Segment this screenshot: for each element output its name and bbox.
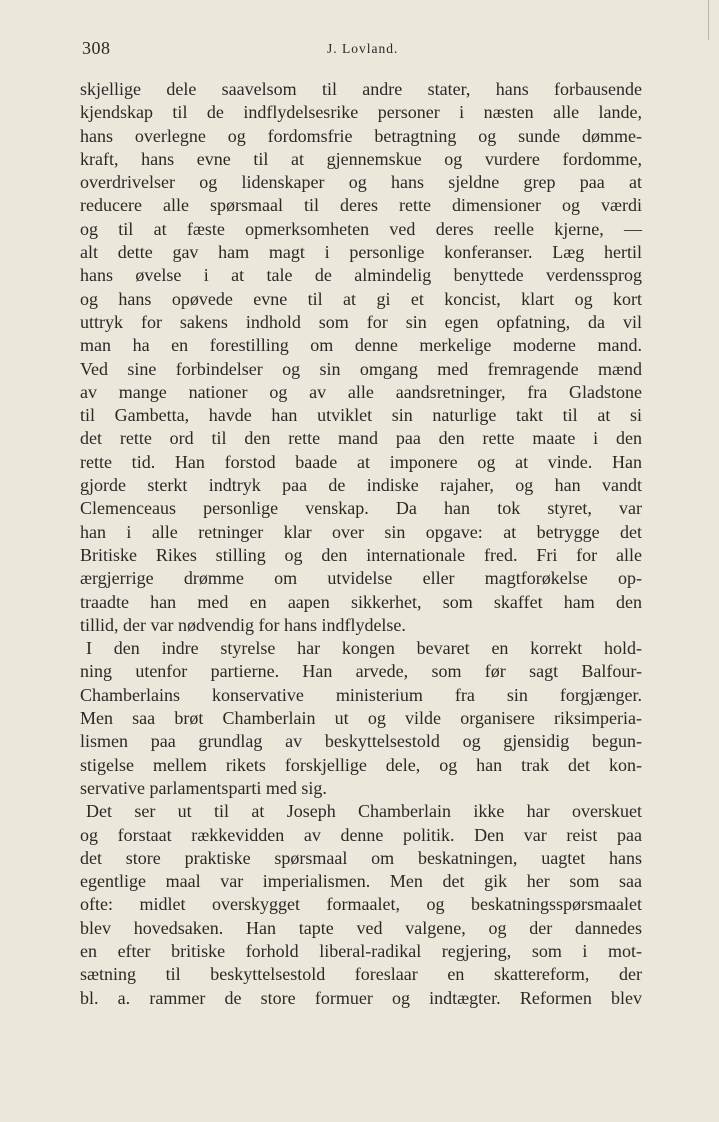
text-line: servative parlamentsparti med sig. bbox=[80, 777, 327, 798]
text-line: av mange nationer og av alle aandsretninger, fra Gladstone bbox=[80, 381, 642, 402]
text-line: skjellige dele saavelsom til andre stater, hans forbausende bbox=[80, 79, 642, 99]
text-line: overdrivelser og lidenskaper og hans sjeldne grep paa at bbox=[80, 172, 642, 193]
text-line: bl. a. rammer de store formuer og indtægter. Reformen blev bbox=[80, 987, 642, 1008]
text-line: kjendskap til de indflydelsesrike personer i næsten alle lande, bbox=[80, 102, 642, 123]
text-line: man ha en forestilling om denne merkelige moderne mand. bbox=[80, 335, 642, 356]
text-line: og hans opøvede evne til at gi et koncist, klart og kort bbox=[80, 288, 642, 309]
body-text bbox=[80, 78, 642, 1010]
text-line: til Gambetta, havde han utviklet sin naturlige takt til at si bbox=[80, 405, 642, 426]
text-line: ærgjerrige drømme om utvidelse eller magtforøkelse op- bbox=[80, 568, 642, 589]
text-line: blev hovedsaken. Han tapte ved valgene, og der dannedes bbox=[80, 917, 642, 938]
page-number: 308 bbox=[82, 38, 111, 58]
text-line: egentlige maal var imperialismen. Men det gik her som saa bbox=[80, 871, 642, 892]
text-line: Britiske Rikes stilling og den internationale fred. Fri for alle bbox=[80, 544, 642, 565]
running-head: J. Lovland. bbox=[327, 41, 399, 56]
text-line: ning utenfor partierne. Han arvede, som før sagt Balfour- bbox=[80, 661, 642, 682]
text-line: Chamberlains konservative ministerium fra sin forgjænger. bbox=[80, 684, 642, 705]
text-line: reducere alle spørsmaal til deres rette dimensioner og værdi bbox=[80, 195, 642, 216]
text-line: sætning til beskyttelsestold foreslaar en skattereform, der bbox=[80, 964, 642, 985]
text-line: rette tid. Han forstod baade at imponere og at vinde. Han bbox=[80, 451, 642, 472]
text-line: han i alle retninger klar over sin opgave: at betrygge det bbox=[80, 521, 642, 542]
text-line: Clemenceaus personlige venskap. Da han tok styret, var bbox=[80, 498, 642, 519]
text-line: ofte: midlet overskygget formaalet, og beskatningsspørsmaalet bbox=[80, 894, 642, 915]
text-line: det store praktiske spørsmaal om beskatningen, uagtet hans bbox=[80, 847, 642, 868]
text-line: gjorde sterkt indtryk paa de indiske rajaher, og han vandt bbox=[80, 475, 642, 496]
text-line: og forstaat rækkevidden av denne politik. Den var reist paa bbox=[80, 824, 642, 845]
text-line: Men saa brøt Chamberlain ut og vilde organisere riksimperia- bbox=[80, 708, 642, 729]
text-line: Ved sine forbindelser og sin omgang med fremragende mænd bbox=[80, 358, 642, 379]
text-line: en efter britiske forhold liberal-radikal regjering, som i mot- bbox=[80, 940, 642, 961]
text-line: alt dette gav ham magt i personlige konferanser. Læg hertil bbox=[80, 242, 642, 263]
text-line: hans øvelse i at tale de almindelig benyttede verdenssprog bbox=[80, 265, 642, 286]
text-line: tillid, der var nødvendig for hans indflydelse. bbox=[80, 614, 406, 635]
text-line: stigelse mellem rikets forskjellige dele, og han trak det kon- bbox=[80, 754, 642, 775]
text-line: hans overlegne og fordomsfrie betragtning og sunde dømme- bbox=[80, 125, 642, 146]
text-line: lismen paa grundlag av beskyttelsestold og gjensidig begun- bbox=[80, 731, 642, 752]
text-line: Det ser ut til at Joseph Chamberlain ikke har overskuet bbox=[86, 801, 642, 822]
text-line: det rette ord til den rette mand paa den rette maate i den bbox=[80, 428, 642, 449]
text-line: kraft, hans evne til at gjennemskue og vurdere fordomme, bbox=[80, 148, 642, 169]
text-line: og til at fæste opmerksomheten ved deres reelle kjerne, — bbox=[80, 218, 642, 239]
text-line: uttryk for sakens indhold som for sin egen opfatning, da vil bbox=[80, 311, 642, 332]
text-line: I den indre styrelse har kongen bevaret en korrekt hold- bbox=[86, 638, 642, 659]
text-line: traadte han med en aapen sikkerhet, som skaffet ham den bbox=[80, 591, 642, 612]
page-header bbox=[82, 38, 642, 62]
page-edge-line bbox=[708, 0, 709, 40]
